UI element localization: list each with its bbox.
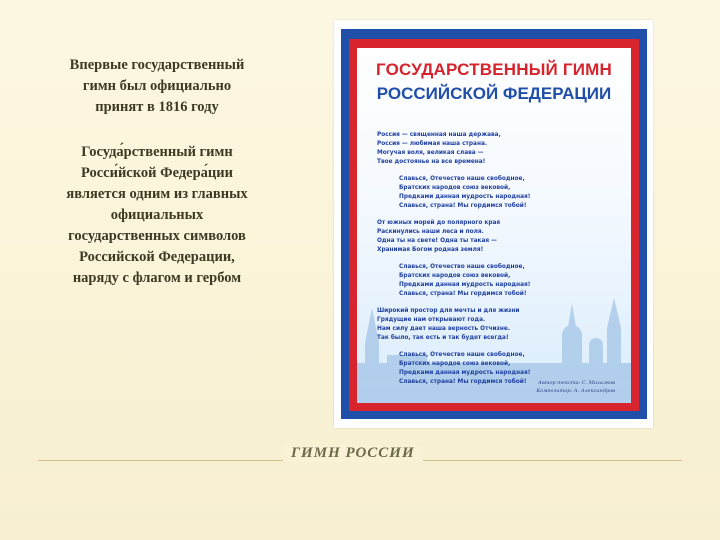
anthem-poster-image (334, 20, 653, 428)
lyrics-chorus-3: Славься, Отечество наше свободное, Братских народов союз вековой, Предками данная мудрость народная! Славься, страна! Мы гордимся тобой! (399, 352, 531, 385)
slide-title: ГИМН РОССИИ (283, 445, 423, 462)
poster-content (357, 48, 631, 403)
poster-red-border (349, 39, 639, 411)
lyrics-chorus-2: Славься, Отечество наше свободное, Братских народов союз вековой, Предками данная мудрость народная! Славься, страна! Мы гордимся тобой! (399, 264, 531, 297)
lyrics-verse-1: Россия — священная наша держава, Россия — любимая наша страна. Могучая воля, великая слава — Твое достоянье на все времена! (377, 132, 501, 165)
lyrics-verse-3: Широкий простор для мечты и для жизни Грядущие нам открывают года. Нам силу дает наша верность Отчизне. Так было, так есть и так будет всегда! (377, 308, 520, 341)
lyrics-chorus-1: Славься, Отечество наше свободное, Братских народов союз вековой, Предками данная мудрость народная! Славься, страна! Мы гордимся тобой! (399, 176, 531, 209)
lyrics-verse-2: От южных морей до полярного края Раскинулись наши леса и поля. Одна ты на свете! Одна ты такая — Хранимая Богом родная земля! (377, 220, 501, 253)
poster-credits: Автор текста: С. Михалков Композитор: А. Александров (536, 380, 615, 394)
intro-paragraph-1816: Впервые государственный гимн был официально принят в 1816 году (69, 57, 245, 115)
intro-text-block (38, 55, 276, 313)
anthem-lyrics (377, 131, 587, 395)
poster-title-line-1: ГОСУДАРСТВЕННЫЙ ГИМН (376, 60, 612, 79)
poster-title-line-2: РОССИЙСКОЙ ФЕДЕРАЦИИ (376, 84, 612, 103)
intro-paragraph-symbol: Госуда́рственный гимн Росси́йской Федера́ции является одним из главных официальных государственных символов Российской Федерации, наряду с флагом и гербом (66, 144, 248, 286)
poster-blue-border (341, 29, 647, 419)
